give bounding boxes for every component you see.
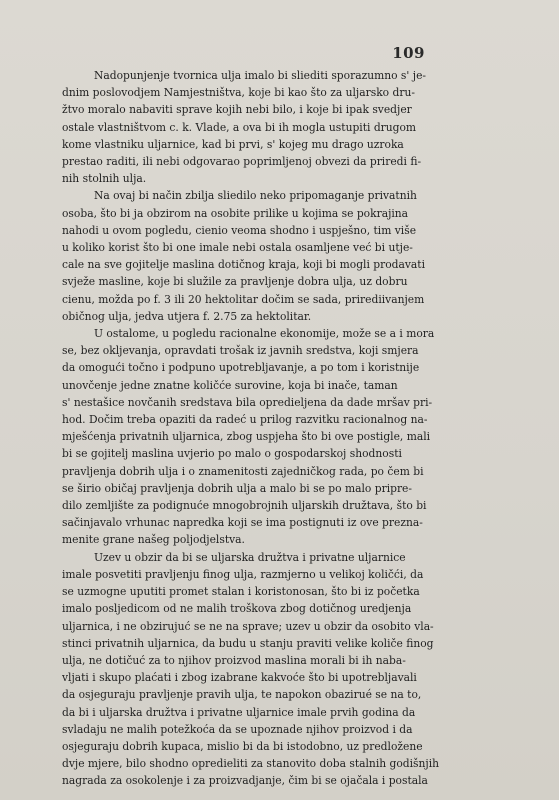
text-line: bi se gojitelj maslina uvjerio po malo o gospodarskoj shodnosti — [62, 447, 402, 461]
text-line: U ostalome, u pogledu racionalne ekonomije, može se a i mora — [94, 327, 435, 341]
text-line: uljarnica, i ne obzirujuć se ne na sprave; uzev u obzir da osobito vla- — [62, 619, 434, 633]
text-line: nih stolnih ulja. — [62, 172, 147, 186]
text-line: pravljenja dobrih ulja i o znamenitosti zajedničkog rada, po čem bi — [62, 464, 424, 478]
paragraph — [62, 187, 460, 325]
text-line: da osjeguraju pravljenje pravih ulja, te napokon obazirué se na to, — [62, 688, 422, 702]
text-line: osjeguraju dobrih kupaca, mislio bi da bi istodobno, uz predložene — [62, 739, 423, 753]
text-line: nagrada za osokolenje i za proizvadjanje, čim bi se ojačala i postala — [62, 774, 428, 788]
text-line: sačinjavalo vrhunac napredka koji se ima postignuti iz ove prezna- — [62, 516, 423, 530]
text-line: menite grane našeg poljodjelstva. — [62, 533, 245, 547]
text-line: Na ovaj bi način zbilja sliedilo neko pripomaganje privatnih — [94, 189, 417, 203]
text-line: Uzev u obzir da bi se uljarska družtva i privatne uljarnice — [94, 550, 406, 564]
text-line: osoba, što bi ja obzirom na osobite prilike u kojima se pokrajina — [62, 206, 409, 220]
text-line: se uzmogne uputiti promet stalan i koristonosan, što bi iz početka — [62, 585, 420, 599]
paragraph — [62, 325, 460, 549]
text-line: običnog ulja, jedva utjera f. 2.75 za hektolitar. — [62, 309, 312, 323]
text-line: se širio običaj pravljenja dobrih ulja a malo bi se po malo pripre- — [62, 481, 412, 495]
text-line: ulja, ne dotičuć za to njihov proizvod maslina morali bi ih naba- — [62, 653, 406, 667]
text-line: svježe masline, koje bi služile za pravljenje dobra ulja, uz dobru — [62, 275, 408, 289]
paragraph — [62, 67, 460, 187]
text-line: cale na sve gojitelje maslina dotičnog kraja, koji bi mogli prodavati — [62, 258, 425, 272]
body-text — [62, 67, 460, 790]
text-line: svladaju ne malih potežkoća da se upoznade njihov proizvod i da — [62, 722, 413, 736]
text-line: stinci privatnih uljarnica, da budu u stanju praviti velike količe finog — [62, 636, 434, 650]
text-line: da bi i uljarska družtva i privatne uljarnice imale prvih godina da — [62, 705, 416, 719]
text-line: cienu, možda po f. 3 ili 20 hektolitar dočim se sada, prirediivanjem — [62, 292, 425, 306]
text-line: ostale vlastništvom c. k. Vlade, a ova bi ih mogla ustupiti drugom — [62, 120, 417, 134]
text-line: hod. Dočim treba opaziti da radeć u prilog razvitku racionalnog na- — [62, 413, 428, 427]
text-line: dnim poslovodjem Namjestništva, koje bi kao što za uljarsko dru- — [62, 86, 415, 100]
text-line: se, bez okljevanja, opravdati trošak iz javnih sredstva, koji smjera — [62, 344, 419, 358]
text-line: s' nestašice novčanih sredstava bila opredieljena da dade mršav pri- — [62, 395, 433, 409]
text-line: dvje mjere, bilo shodno opredieliti za stanovito doba stalnih godišnjih — [62, 757, 440, 771]
text-line: prestao raditi, ili nebi odgovarao poprimljenoj obvezi da priredi fi- — [62, 155, 422, 169]
paragraph — [62, 549, 460, 790]
page-number: 109 — [392, 44, 425, 62]
text-line: u koliko korist što bi one imale nebi ostala osamljene već bi utje- — [62, 241, 413, 255]
text-line: žtvo moralo nabaviti sprave kojih nebi bilo, i koje bi ipak svedjer — [62, 103, 412, 117]
text-line: dilo zemljište za podignuće mnogobrojnih uljarskih družtava, što bi — [62, 499, 427, 513]
text-line: kome vlastniku uljarnice, kad bi prvi, s' kojeg mu drago uzroka — [62, 137, 404, 151]
text-line: Nadopunjenje tvornica ulja imalo bi sliediti sporazumno s' je- — [94, 69, 427, 82]
text-line: da omogući točno i podpuno upotrebljavanje, a po tom i koristnije — [62, 361, 420, 375]
text-line: mješćenja privatnih uljarnica, zbog uspjeha što bi ove postigle, mali — [62, 430, 431, 444]
text-line: imalo posljedicom od ne malih troškova zbog dotičnog uredjenja — [62, 602, 412, 616]
text-line: imale posvetiti pravljenju finog ulja, razmjerno u velikoj količći, da — [62, 567, 424, 581]
text-line: nahodi u ovom pogledu, cienio veoma shodno i uspješno, tim više — [62, 223, 417, 237]
text-line: unovčenje jedne znatne količće surovine, koja bi inače, taman — [62, 378, 398, 392]
text-line: vljati i skupo plaćati i zbog izabrane kakvoće što bi upotrebljavali — [62, 671, 417, 685]
